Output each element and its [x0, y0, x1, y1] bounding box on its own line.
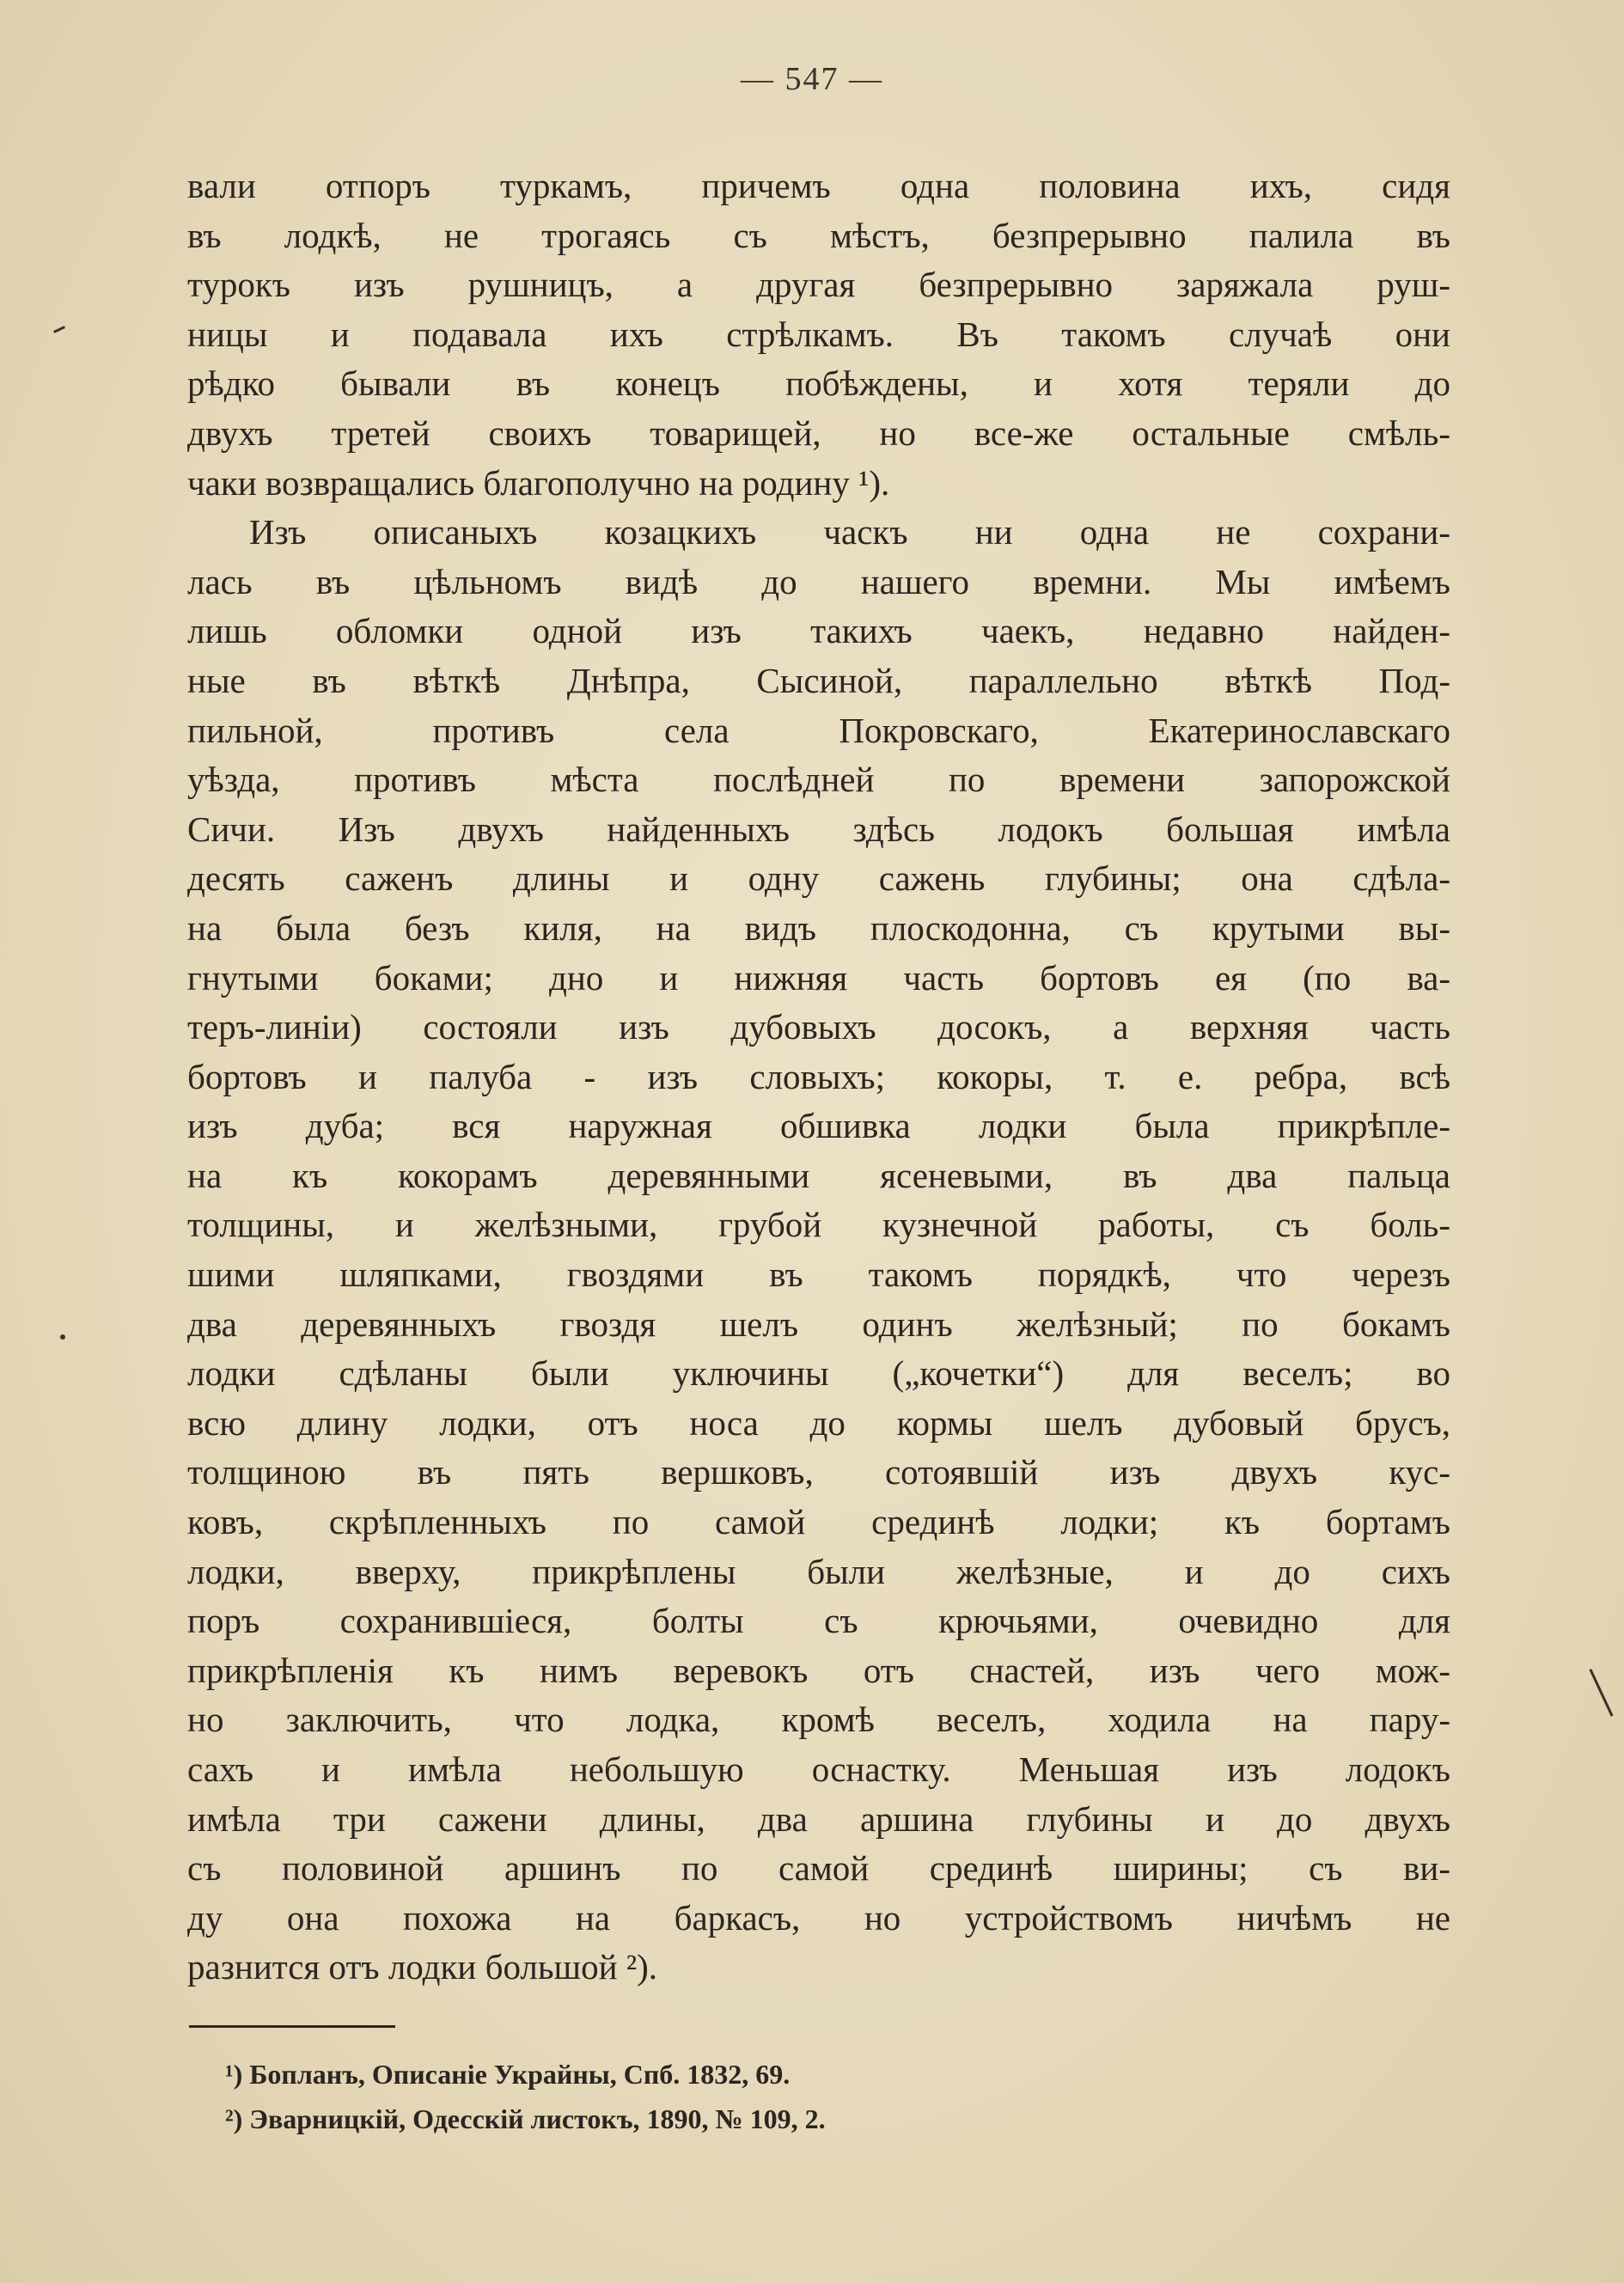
text-line: два деревянныхъ гвоздя шелъ одинъ желѣзный; по бокамъ [187, 1303, 1450, 1344]
page-number: — 547 — [741, 61, 883, 97]
text-line: сахъ и имѣла небольшую оснастку. Меньшая изъ лодокъ [187, 1749, 1450, 1789]
text-line: лишь обломки одной изъ такихъ чаекъ, недавно найден- [187, 611, 1450, 651]
footnote-divider [189, 2025, 395, 2028]
text-line: Изъ описаныхъ козацкихъ часкъ ни одна не сохрани- [249, 512, 1450, 552]
text-line: изъ дуба; вся наружная обшивка лодки была прикрѣпле- [187, 1106, 1450, 1146]
text-line: съ половиной аршинъ по самой срединѣ ширины; съ ви- [187, 1848, 1450, 1889]
text-line: теръ-линiи) состояли изъ дубовыхъ досокъ, а верхняя часть [187, 1007, 1450, 1047]
text-line: имѣла три сажени длины, два аршина глубины и до двухъ [187, 1798, 1450, 1839]
text-line: Сичи. Изъ двухъ найденныхъ здѣсь лодокъ большая имѣла [187, 809, 1450, 849]
text-line: рѣдко бывали въ конецъ побѣждены, и хотя теряли до [187, 363, 1450, 404]
text-line: всю длину лодки, отъ носа до кормы шелъ дубовый брусъ, [187, 1402, 1450, 1443]
text-line: ду она похожа на баркасъ, но устройствомъ ничѣмъ не [187, 1897, 1450, 1938]
text-line: шими шляпками, гвоздями въ такомъ порядкѣ, что черезъ [187, 1254, 1450, 1295]
text-line: на къ кокорамъ деревянными ясеневыми, въ два пальца [187, 1155, 1450, 1195]
margin-mark [60, 1334, 65, 1340]
text-line: уѣзда, противъ мѣста послѣдней по времени запорожской [187, 760, 1450, 800]
text-line: бортовъ и палуба - изъ словыхъ; кокоры, т. е. ребра, всѣ [187, 1056, 1450, 1096]
footnotes-block [225, 2052, 1256, 2141]
text-line: турокъ изъ рушницъ, а другая безпрерывно заряжала руш- [187, 265, 1450, 305]
text-line: прикрѣпленiя къ нимъ веревокъ отъ снастей, изъ чего мож- [187, 1650, 1450, 1690]
margin-mark [1589, 1669, 1613, 1717]
text-line: десять саженъ длины и одну сажень глубины; она сдѣла- [187, 858, 1450, 899]
footnote: ¹) Бопланъ, Описанiе Украйны, Спб. 1832, 69. [225, 2059, 791, 2090]
text-line: разнится отъ лодки большой ²). [187, 1947, 658, 1987]
text-line: ные въ вѣткѣ Днѣпра, Сысиной, параллельно вѣткѣ Под- [187, 660, 1450, 700]
text-line: двухъ третей своихъ товарищей, но все-же остальные смѣль- [187, 412, 1450, 453]
text-line: но заключить, что лодка, кромѣ веселъ, ходила на пару- [187, 1700, 1450, 1740]
text-line: гнутыми боками; дно и нижняя часть бортовъ ея (по ва- [187, 957, 1450, 998]
text-line: лась въ цѣльномъ видѣ до нашего времни. Мы имѣемъ [187, 561, 1450, 601]
text-line: толщиною въ пять вершковъ, сотоявшiй изъ двухъ кус- [187, 1452, 1450, 1492]
main-text-block [187, 162, 1450, 1993]
text-line: пильной, противъ села Покровскаго, Екатеринославскаго [187, 710, 1450, 750]
text-line: поръ сохранившiеся, болты съ крючьями, очевидно для [187, 1601, 1450, 1641]
text-line: ницы и подавала ихъ стрѣлкамъ. Въ такомъ случаѣ они [187, 314, 1450, 354]
margin-mark [53, 326, 65, 333]
text-line: чаки возвращались благополучно на родину ¹). [187, 462, 890, 503]
text-line: лодки сдѣланы были уключины („кочетки“) для веселъ; во [187, 1353, 1450, 1394]
text-line: въ лодкѣ, не трогаясь съ мѣстъ, безпрерывно палила въ [187, 215, 1450, 255]
text-line: вали отпоръ туркамъ, причемъ одна половина ихъ, сидя [187, 166, 1450, 205]
text-line: лодки, вверху, прикрѣплены были желѣзные, и до сихъ [187, 1551, 1450, 1591]
text-line: толщины, и желѣзными, грубой кузнечной работы, съ боль- [187, 1205, 1450, 1245]
text-line: на была безъ киля, на видъ плоскодонна, съ крутыми вы- [187, 907, 1450, 948]
footnote: ²) Эварницкiй, Одесскiй листокъ, 1890, № 109, 2. [225, 2103, 826, 2134]
text-line: ковъ, скрѣпленныхъ по самой срединѣ лодки; къ бортамъ [187, 1502, 1450, 1542]
